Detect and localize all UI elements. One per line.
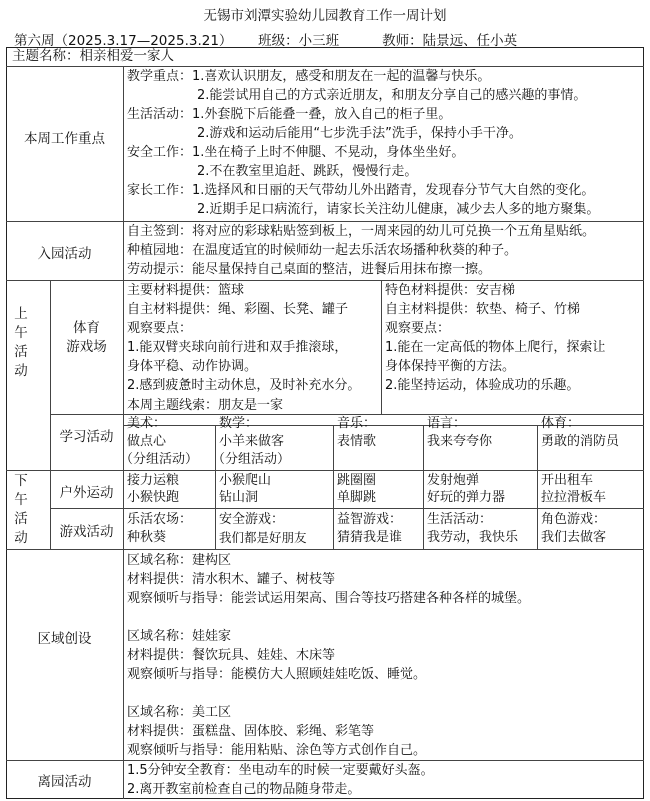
outdoor-item: 跳圈圈	[337, 473, 377, 488]
focus-line: 2.近期手足口病流行，请家长关注幼儿健康，减少去人多的地方聚集。	[197, 202, 600, 217]
page-title: 无锡市刘潭实验幼儿园教育工作一周计划	[203, 8, 447, 24]
class-label: 班级：小三班	[258, 33, 340, 49]
games-item: 我们都是好朋友	[219, 530, 307, 545]
games-item: 益智游戏：	[337, 512, 403, 527]
sports-line: 观察要点：	[385, 321, 451, 336]
games-item: 我劳动，我快乐	[427, 530, 519, 545]
outdoor-label: 户外运动	[59, 485, 114, 501]
departure-line: 1.5分钟安全教育：坐电动车的时候一定要戴好头盔。	[127, 763, 434, 778]
focus-line: 教学重点：1.喜欢认识朋友，感受和朋友在一起的温馨与快乐。	[127, 69, 491, 84]
sports-line: 1.能在一定高低的物体上爬行，探索让	[385, 340, 606, 355]
outdoor-item: 钻山洞	[219, 490, 259, 505]
departure-label: 离园活动	[37, 774, 92, 790]
week-label: 第六周（2025.3.17—2025.3.21）	[14, 33, 233, 49]
games-item: 生活活动：	[427, 512, 493, 527]
arrival-line: 劳动提示：能尽量保持自己桌面的整洁，进餐后用抹布擦一擦。	[127, 262, 492, 277]
sports-line: 2.感到疲惫时主动休息，及时补充水分。	[127, 378, 361, 393]
study-content: 做点心	[127, 434, 167, 449]
area-line: 观察倾听与指导：能模仿大人照顾娃娃吃饭、睡觉。	[127, 667, 427, 682]
study-subject: 语言：	[427, 416, 467, 431]
area-line: 材料提供：蛋糕盘、固体胶、彩绳、彩笔等	[127, 724, 375, 739]
games-item: 角色游戏：	[541, 512, 607, 527]
outdoor-item: 单脚跳	[337, 490, 377, 505]
area-line: 观察倾听与指导：能尝试运用架高、围合等技巧搭建各种各样的城堡。	[127, 591, 531, 606]
study-subject: 音乐：	[337, 416, 377, 431]
sports-line: 身体平稳、动作协调。	[127, 359, 258, 374]
outdoor-item: 拉拉滑板车	[541, 490, 607, 505]
study-subject: 体育：	[541, 416, 581, 431]
games-item: 猜猜我是谁	[337, 530, 403, 545]
study-clue: 本周主题线索：朋友是一家	[127, 398, 284, 413]
arrival-label: 入园活动	[37, 246, 92, 262]
sports-line: 主要材料提供：篮球	[127, 283, 245, 298]
focus-line: 2.能尝试用自己的方式亲近朋友，和朋友分享自己的感兴趣的事情。	[197, 88, 587, 103]
study-content: 勇敢的消防员	[541, 434, 620, 449]
outdoor-item: 小猴爬山	[219, 473, 272, 488]
area-line: 材料提供：餐饮玩具、娃娃、木床等	[127, 648, 336, 663]
outdoor-item: 好玩的弹力器	[427, 490, 506, 505]
outdoor-item: 小猴快跑	[127, 490, 180, 505]
games-item: 我们去做客	[541, 530, 607, 545]
morning-label: 上 午 活 动	[14, 306, 28, 379]
study-content: 小羊来做客	[219, 434, 285, 449]
area-line: 区域名称：娃娃家	[127, 629, 232, 644]
outdoor-item: 接力运粮	[127, 473, 180, 488]
outdoor-item: 发射炮弹	[427, 473, 480, 488]
sports-line: 1.能双臂夹球向前行进和双手推滚球，	[127, 340, 348, 355]
study-label: 学习活动	[59, 429, 114, 445]
focus-line: 2.游戏和运动后能用“七步洗手法”洗手，保持小手干净。	[197, 126, 522, 141]
focus-line: 生活活动：1.外套脱下后能叠一叠，放入自己的柜子里。	[127, 107, 452, 122]
outdoor-item: 开出租车	[541, 473, 594, 488]
areas-label: 区域创设	[37, 631, 92, 647]
sports-line: 身体保持平衡的方法。	[385, 359, 516, 374]
sports-line: 观察要点：	[127, 321, 193, 336]
area-line: 材料提供：清水积木、罐子、树枝等	[127, 572, 336, 587]
area-line: 区域名称：美工区	[127, 705, 232, 720]
sports-label: 体育 游戏场	[66, 320, 107, 355]
study-subject: 美术：	[127, 416, 167, 431]
games-item: 种秋葵	[127, 530, 167, 545]
area-line: 区域名称：建构区	[127, 553, 232, 568]
arrival-line: 种植园地：在温度适宜的时候师幼一起去乐活农场播种秋葵的种子。	[127, 243, 518, 258]
area-line: 观察倾听与指导：能用粘贴、涂色等方式创作自己。	[127, 743, 427, 758]
theme-name: 主题名称：相亲相爱一家人	[12, 48, 174, 64]
departure-line: 2.离开教室前检查自己的物品随身带走。	[127, 782, 361, 797]
focus-label: 本周工作重点	[24, 131, 105, 147]
study-content: 表情歌	[337, 434, 377, 449]
focus-line: 安全工作：1.坐在椅子上时不伸腿、不晃动，身体坐坐好。	[127, 145, 465, 160]
games-item: 乐活农场：	[127, 512, 193, 527]
study-note: （分组活动）	[120, 452, 199, 467]
sports-line: 自主材料提供：绳、彩圈、长凳、罐子	[127, 302, 349, 317]
arrival-line: 自主签到：将对应的彩球粘贴签到板上，一周来园的幼儿可兑换一个五角星贴纸。	[127, 224, 596, 239]
study-note: （分组活动）	[212, 452, 291, 467]
teacher-label: 教师：陆景远、任小英	[382, 33, 518, 49]
focus-line: 2.不在教室里追赶、跳跃，慢慢行走。	[197, 164, 418, 179]
focus-line: 家长工作：1.选择风和日丽的天气带幼儿外出踏青，发现春分节气大自然的变化。	[127, 183, 595, 198]
games-label: 游戏活动	[59, 524, 114, 540]
games-item: 安全游戏：	[219, 512, 285, 527]
study-subject: 数学：	[219, 416, 259, 431]
plan-header	[14, 29, 517, 49]
sports-line: 特色材料提供：安吉梯	[385, 283, 516, 298]
study-content: 我来夸夸你	[427, 434, 493, 449]
sports-line: 自主材料提供：软垫、椅子、竹梯	[385, 302, 581, 317]
sports-line: 2.能坚持运动，体验成功的乐趣。	[385, 378, 580, 393]
afternoon-label: 下 午 活 动	[14, 473, 28, 546]
